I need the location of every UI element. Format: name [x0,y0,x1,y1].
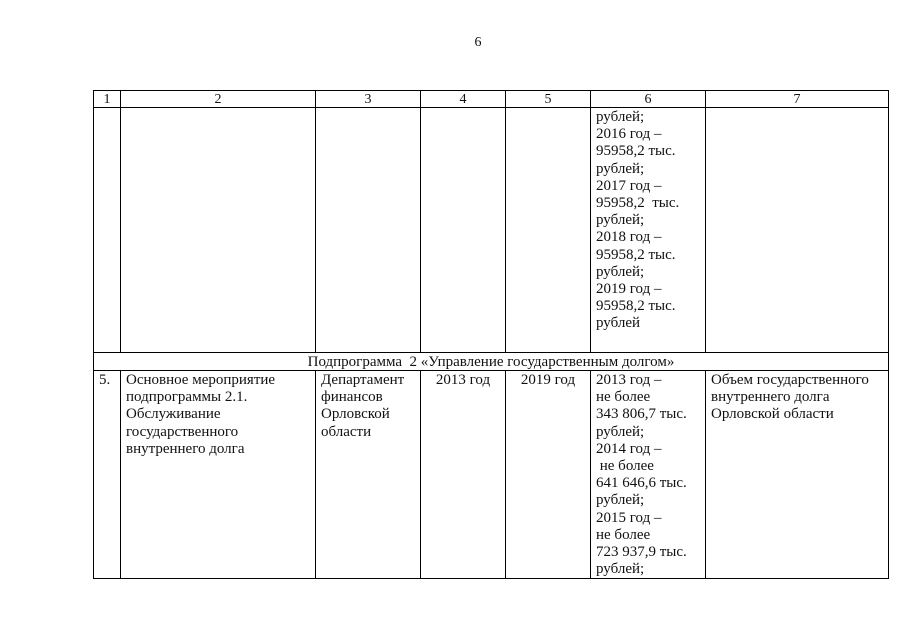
header-cell-6: 6 [591,91,706,108]
empty-cell [94,108,121,353]
empty-cell [421,108,506,353]
empty-cell [316,108,421,353]
header-cell-5: 5 [506,91,591,108]
executor-cell: Департамент финансов Орловской области [316,371,421,579]
header-cell-1: 1 [94,91,121,108]
funding-cell: рублей; 2016 год – 95958,2 тыс. рублей; 2017 год – 95958,2 тыс. рублей; 2018 год – 95958,2 тыс. рублей; 2019 год – 95958,2 тыс. рублей [591,108,706,353]
start-year-cell: 2013 год [421,371,506,579]
row-number: 5. [94,371,121,579]
header-cell-7: 7 [706,91,889,108]
subprogram-row [94,353,889,371]
program-table [93,90,889,579]
end-year-cell: 2019 год [506,371,591,579]
header-cell-4: 4 [421,91,506,108]
empty-cell [706,108,889,353]
table-row [94,371,889,579]
empty-cell [506,108,591,353]
header-cell-3: 3 [316,91,421,108]
empty-cell [121,108,316,353]
header-cell-2: 2 [121,91,316,108]
indicator-cell: Объем государственного внутреннего долга Орловской области [706,371,889,579]
subprogram-title: Подпрограмма 2 «Управление государственным долгом» [94,353,889,371]
header-row [94,91,889,108]
funding-cell: 2013 год – не более 343 806,7 тыс. рублей; 2014 год – не более 641 646,6 тыс. рублей; 2015 год – не более 723 937,9 тыс. рублей; [591,371,706,579]
activity-cell: Основное мероприятие подпрограммы 2.1. Обслуживание государственного внутреннего долга [121,371,316,579]
continuation-row [94,108,889,353]
page-number: 6 [474,35,482,50]
